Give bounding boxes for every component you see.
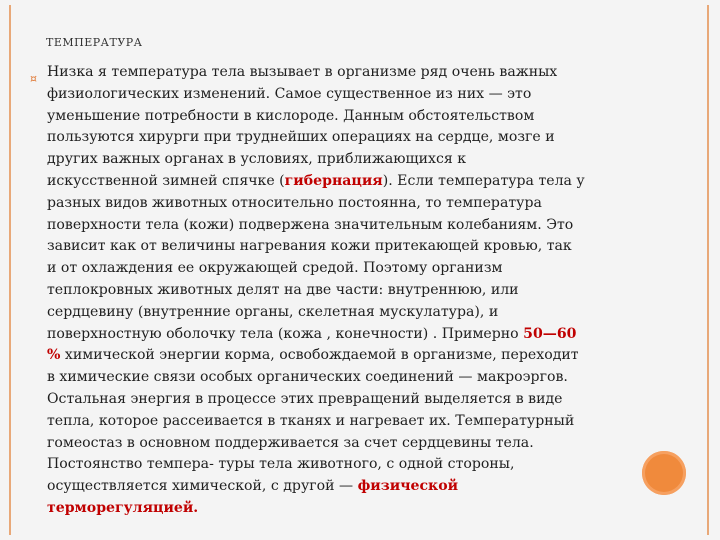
text-segment: гомеостаз в основном поддерживается за счет сердцевины тела. — [47, 434, 534, 451]
body-paragraph — [47, 62, 675, 520]
text-line — [47, 258, 675, 280]
text-line — [47, 84, 675, 106]
text-segment: зависит как от величины нагревания кожи притекающей кровью, так — [47, 238, 572, 255]
text-segment: пользуются хирурги при труднейших операциях на сердце, мозге и — [47, 129, 555, 146]
highlighted-term: 50—60 — [523, 325, 577, 342]
text-segment: поверхностную оболочку тела (кожа , конечности) . Примерно — [47, 325, 524, 342]
text-line — [47, 498, 675, 520]
text-segment: Остальная энергия в процессе этих превращений выделяется в виде — [47, 390, 563, 407]
text-segment: тепла, которое рассеивается в тканях и нагревает их. Температурный — [47, 412, 575, 429]
bullet-icon: ¤ — [30, 72, 37, 85]
decorative-circle — [642, 451, 686, 495]
text-segment: ). Если температура тела у — [382, 172, 585, 189]
text-line — [47, 302, 675, 324]
text-line — [47, 106, 675, 128]
text-line — [47, 280, 675, 302]
text-line — [47, 127, 675, 149]
text-segment: и от охлаждения ее окружающей средой. Поэтому организм — [47, 260, 503, 277]
text-segment: уменьшение потребности в кислороде. Данным обстоятельством — [47, 107, 535, 124]
slide-title: ТЕМПЕРАТУРА — [46, 36, 143, 49]
text-segment: химической энергии корма, освобождаемой в организме, переходит — [60, 347, 579, 364]
text-line — [47, 367, 675, 389]
text-segment: физиологических изменений. Самое существенное из них — это — [47, 85, 532, 102]
text-line — [47, 193, 675, 215]
text-line — [47, 215, 675, 237]
text-segment: искусственной зимней спячке ( — [47, 172, 285, 189]
text-line — [47, 236, 675, 258]
text-segment: Постоянство темпера- туры тела животного, с одной стороны, — [47, 456, 515, 473]
text-segment: теплокровных животных делят на две части: внутреннюю, или — [47, 281, 519, 298]
text-segment: осуществляется химической, с другой — — [47, 478, 358, 495]
highlighted-term: терморегуляцией. — [47, 499, 199, 516]
text-line — [47, 476, 675, 498]
text-line — [47, 389, 675, 411]
text-segment: сердцевину (внутренние органы, скелетная мускулатура), и — [47, 303, 499, 320]
text-line — [47, 433, 675, 455]
text-segment: разных видов животных относительно постоянна, то температура — [47, 194, 542, 211]
text-segment: Низка я температура тела вызывает в организме ряд очень важных — [47, 64, 558, 80]
text-line — [47, 62, 675, 84]
text-line — [47, 171, 675, 193]
highlighted-term: физической — [357, 478, 459, 495]
text-segment: поверхности тела (кожи) подвержена значительным колебаниям. Это — [47, 216, 574, 233]
text-line — [47, 411, 675, 433]
text-segment: в химические связи особых органических соединений — макроэргов. — [47, 369, 568, 386]
text-line — [47, 324, 675, 346]
text-line — [47, 149, 675, 171]
text-line — [47, 345, 675, 367]
text-line — [47, 454, 675, 476]
text-segment: других важных органах в условиях, приближающихся к — [47, 151, 467, 168]
highlighted-term: % — [47, 347, 61, 364]
highlighted-term: гибернация — [284, 172, 383, 189]
